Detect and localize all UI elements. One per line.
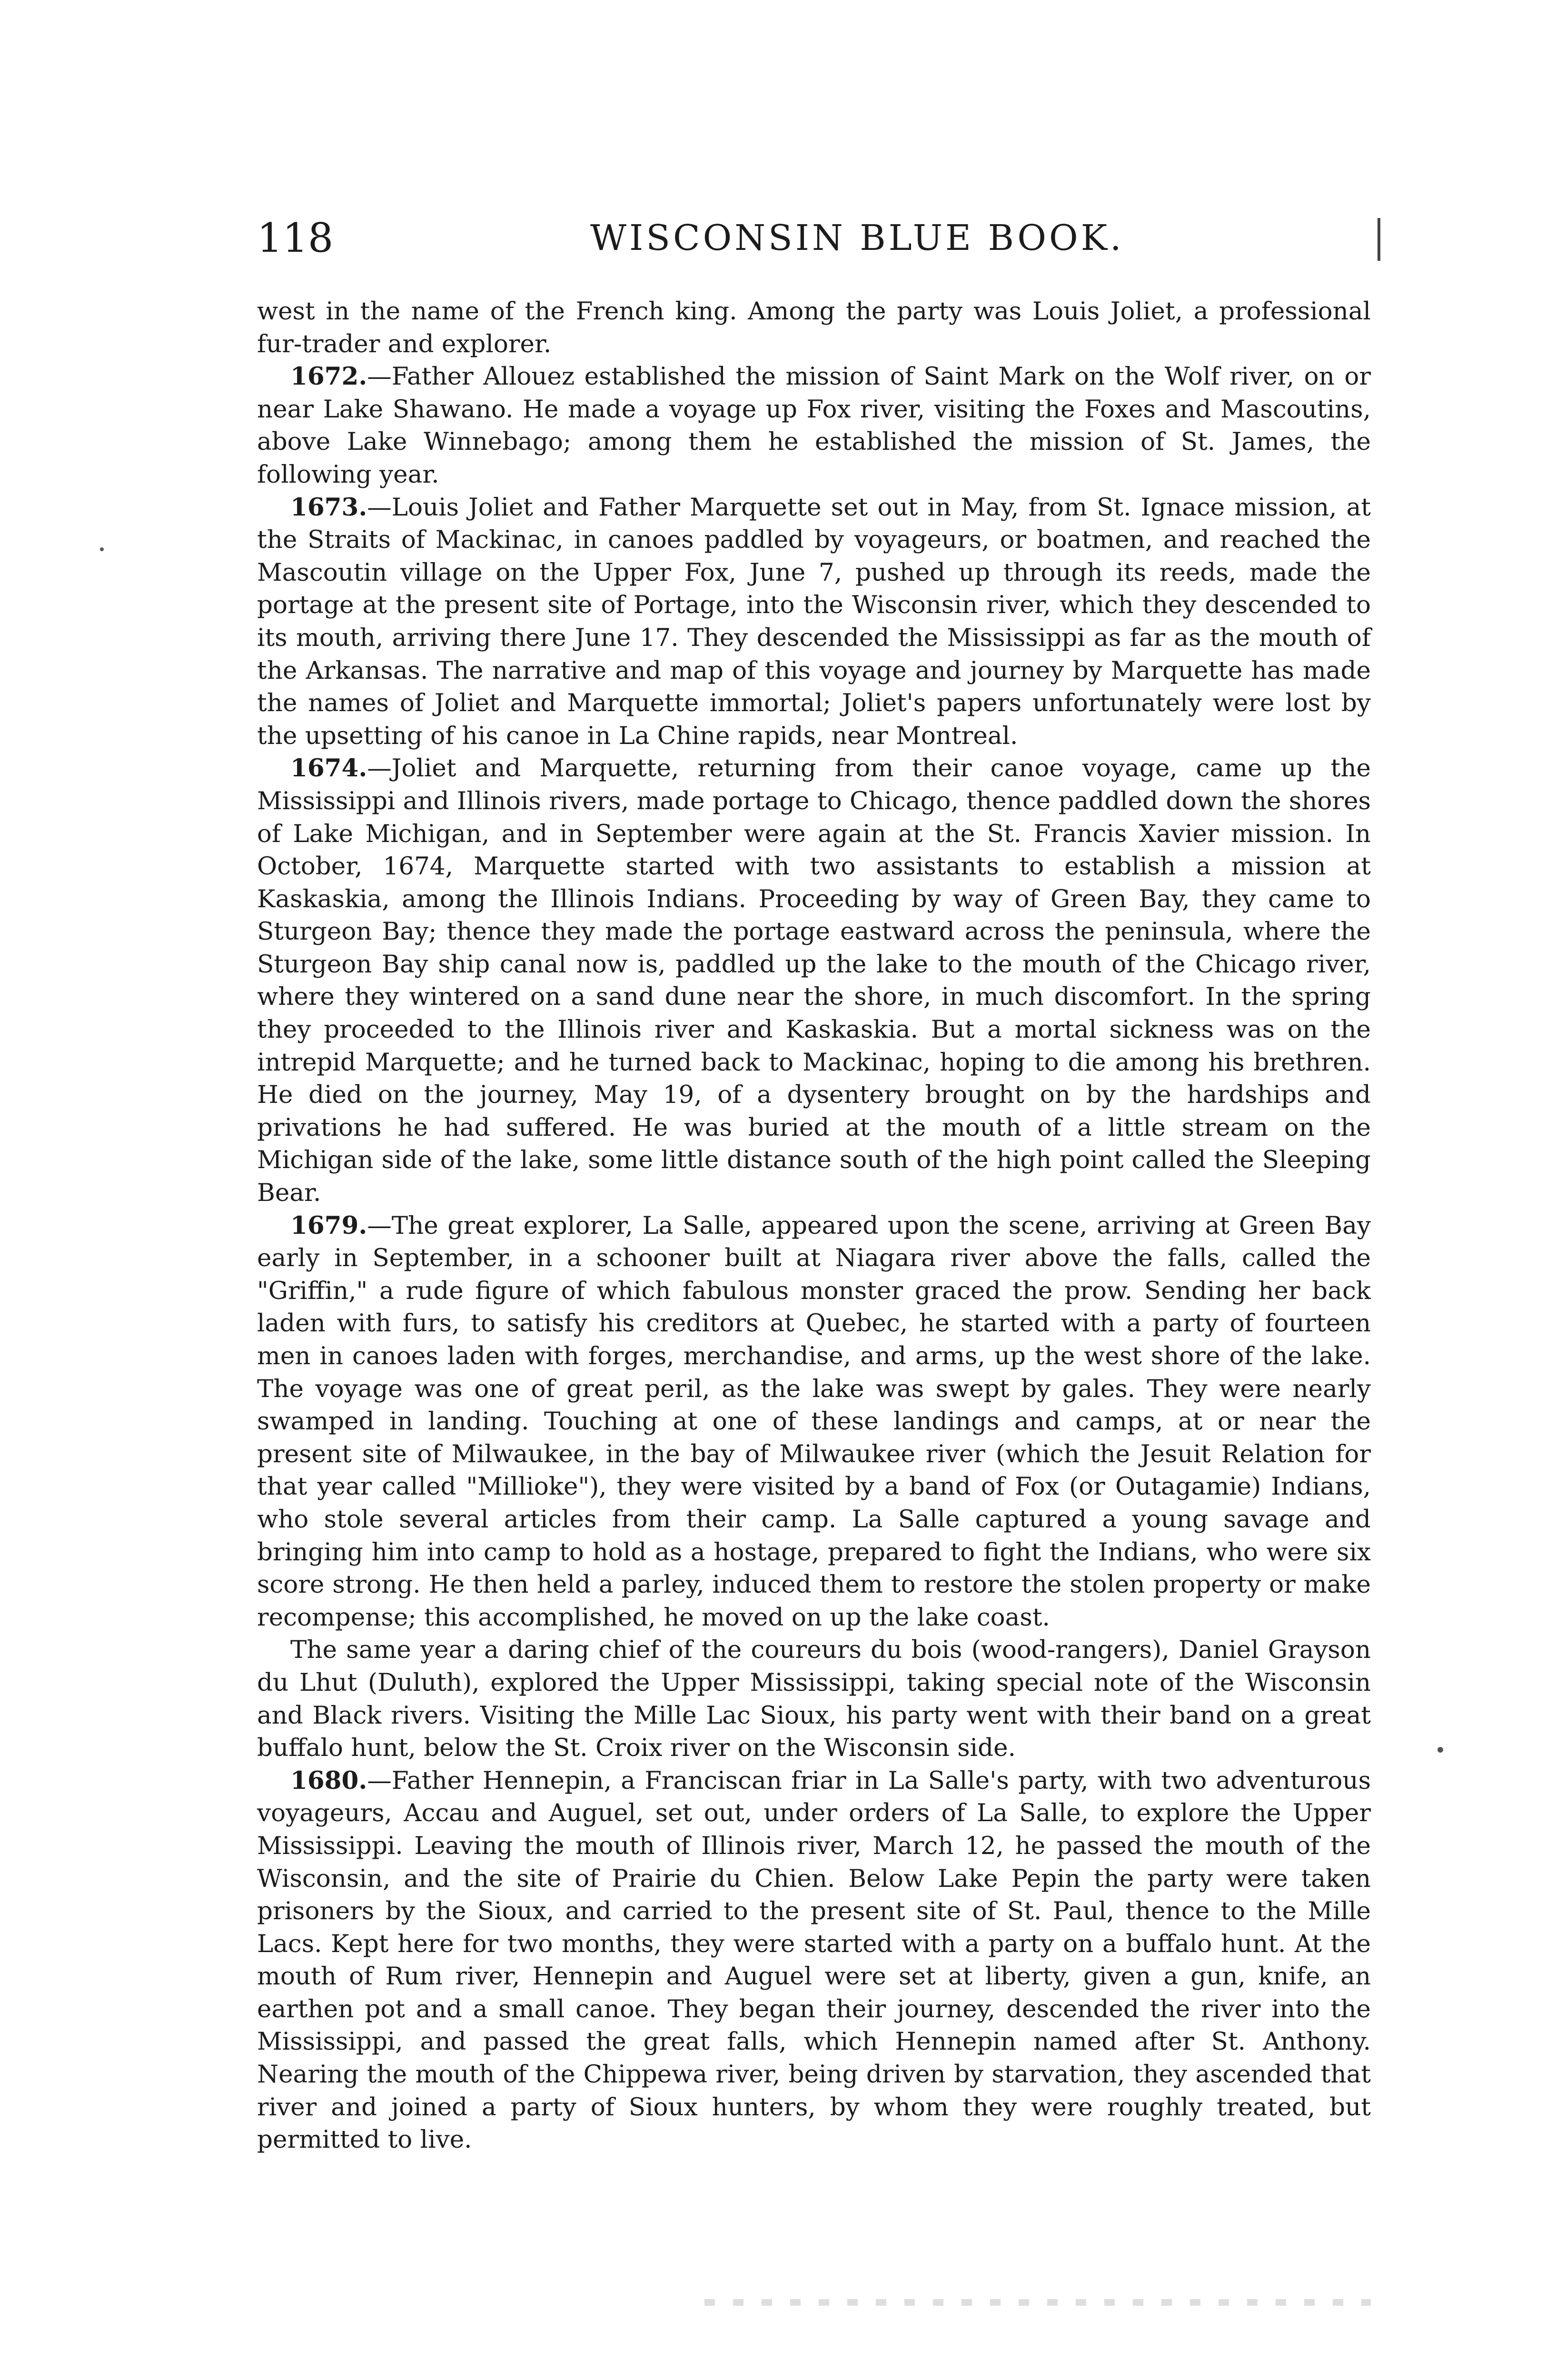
print-smudge: [704, 2299, 1371, 2306]
body-text: [257, 295, 1371, 2156]
page-header: [257, 209, 1380, 267]
paragraph-continuation: [257, 295, 1371, 360]
year-heading: 1672.: [290, 362, 367, 391]
year-heading: 1680.: [290, 1766, 367, 1795]
year-heading: 1674.: [290, 754, 367, 783]
paragraph-same-year: [257, 1634, 1371, 1764]
running-head: WISCONSIN BLUE BOOK.: [590, 218, 1124, 258]
paragraph-text: west in the name of the French king. Among the party was Louis Joliet, a professional fur-trader and explorer.: [257, 297, 1371, 358]
paragraph-text: —Louis Joliet and Father Marquette set out in May, from St. Ignace mission, at the Straits of Mackinac, in canoes paddled by voyageurs, or boatmen, and reached the Mascoutin village on the Upper Fox, June 7, pushed up through its reeds, made the portage at the present site of Portage, into the Wisconsin river, which they descended to its mouth, arriving there June 17. They descended the Mississippi as far as the mouth of the Arkansas. The narrative and map of this voyage and journey by Marquette has made the names of Joliet and Marquette immortal; Joliet's papers unfortunately were lost by the upsetting of his canoe in La Chine rapids, near Montreal.: [257, 493, 1371, 750]
paragraph-1673: [257, 491, 1371, 753]
stray-mark: [100, 547, 104, 551]
paragraph-text: —The great explorer, La Salle, appeared upon the scene, arriving at Green Bay early in September, in a schooner built at Niagara river above the falls, called the "Griffin," a rude figure of which fabulous monster graced the prow. Sending her back laden with furs, to satisfy his creditors at Quebec, he started with a party of fourteen men in canoes laden with forges, merchandise, and arms, up the west shore of the lake. The voyage was one of great peril, as the lake was swept by gales. They were nearly swamped in landing. Touching at one of these landings and camps, at or near the present site of Milwaukee, in the bay of Milwaukee river (which the Jesuit Relation for that year called "Millioke"), they were visited by a band of Fox (or Outagamie) Indians, who stole several articles from their camp. La Salle captured a young savage and bringing him into camp to hold as a hostage, prepared to fight the Indians, who were six score strong. He then held a parley, induced them to restore the stolen property or make recompense; this accomplished, he moved on up the lake coast.: [257, 1211, 1371, 1632]
paragraph-text: The same year a daring chief of the coureurs du bois (wood-rangers), Daniel Grayson du Lhut (Duluth), explored the Upper Mississippi, taking special note of the Wisconsin and Black rivers. Visiting the Mille Lac Sioux, his party went with their band on a great buffalo hunt, below the St. Croix river on the Wisconsin side.: [257, 1636, 1371, 1763]
stray-mark: [1437, 1747, 1443, 1753]
paragraph-text: —Father Hennepin, a Franciscan friar in La Salle's party, with two adventurous voyageurs, Accau and Auguel, set out, under orders of La Salle, to explore the Upper Mississippi. Leaving the mouth of Illinois river, March 12, he passed the mouth of the Wisconsin, and the site of Prairie du Chien. Below Lake Pepin the party were taken prisoners by the Sioux, and carried to the present site of St. Paul, thence to the Mille Lacs. Kept here for two months, they were started with a party on a buffalo hunt. At the mouth of Rum river, Hennepin and Auguel were set at liberty, given a gun, knife, an earthen pot and a small canoe. They began their journey, descended the river into the Mississippi, and passed the great falls, which Hennepin named after St. Anthony. Nearing the mouth of the Chippewa river, being driven by starvation, they ascended that river and joined a party of Sioux hunters, by whom they were roughly treated, but permitted to live.: [257, 1766, 1371, 2154]
paragraph-1674: [257, 752, 1371, 1209]
year-heading: 1673.: [290, 493, 367, 522]
paragraph-text: —Joliet and Marquette, returning from their canoe voyage, came up the Mississippi and Illinois rivers, made portage to Chicago, thence paddled down the shores of Lake Michigan, and in September were again at the St. Francis Xavier mission. In October, 1674, Marquette started with two assistants to establish a mission at Kaskaskia, among the Illinois Indians. Proceeding by way of Green Bay, they came to Sturgeon Bay; thence they made the portage eastward across the peninsula, where the Sturgeon Bay ship canal now is, paddled up the lake to the mouth of the Chicago river, where they wintered on a sand dune near the shore, in much discomfort. In the spring they proceeded to the Illinois river and Kaskaskia. But a mortal sickness was on the intrepid Marquette; and he turned back to Mackinac, hoping to die among his brethren. He died on the journey, May 19, of a dysentery brought on by the hardships and privations he had suffered. He was buried at the mouth of a little stream on the Michigan side of the lake, some little distance south of the high point called the Sleeping Bear.: [257, 754, 1371, 1208]
paragraph-1679: [257, 1210, 1371, 1634]
paragraph-text: —Father Allouez established the mission of Saint Mark on the Wolf river, on or near Lake Shawano. He made a voyage up Fox river, visiting the Foxes and Mascoutins, above Lake Winnebago; among them he established the mission of St. James, the following year.: [257, 362, 1371, 489]
page-number: 118: [257, 215, 334, 261]
paragraph-1680: [257, 1765, 1371, 2156]
paragraph-1672: [257, 360, 1371, 491]
year-heading: 1679.: [290, 1211, 367, 1240]
header-margin-mark: [1378, 218, 1380, 261]
